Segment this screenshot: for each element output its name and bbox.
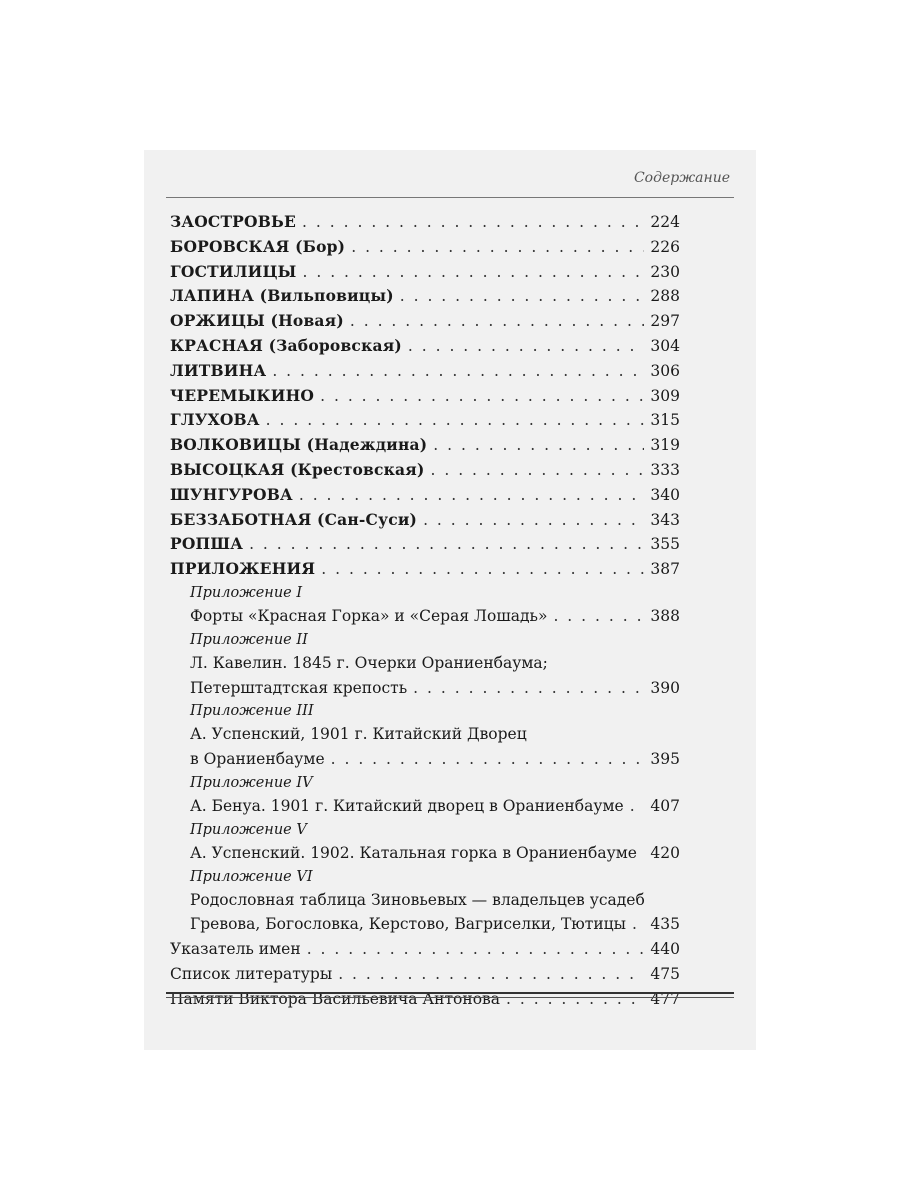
appendix-caption: Приложение I (190, 584, 303, 601)
toc-entry (170, 433, 680, 458)
leader-dots (506, 987, 644, 1012)
leader-dots (350, 309, 644, 334)
toc-entry (170, 676, 680, 701)
toc-entry (170, 962, 680, 987)
toc-entry-page: 306 (650, 361, 680, 380)
toc-entry-title: Гревова, Богословка, Керстово, Вагриселки, Тютицы (190, 915, 626, 934)
toc-entry-title: ЗАОСТРОВЬЕ (170, 212, 297, 231)
leader-dots (630, 794, 644, 819)
leader-dots (321, 557, 644, 582)
toc-entry-title: ЧЕРЕМЫКИНО (170, 385, 315, 405)
toc-entry (170, 987, 680, 1012)
toc-entry-page: 230 (650, 262, 680, 281)
toc-entry-page: 340 (650, 485, 680, 504)
toc-entry (170, 210, 680, 235)
toc-entry-title: ШУНГУРОВА (170, 484, 293, 504)
toc-entry-title: КРАСНАЯ (Заборовская) (170, 335, 402, 355)
appendix-caption: Приложение V (190, 821, 307, 838)
toc-entry-page: 388 (650, 606, 680, 625)
header-rule (166, 197, 734, 198)
toc-entry-title: Памяти Виктора Васильевича Антонова (170, 989, 501, 1008)
toc-entry-title: ОРЖИЦЫ (Новая) (170, 311, 344, 331)
toc-entry-title: ПРИЛОЖЕНИЯ (170, 559, 316, 579)
toc-entry-title: А. Бенуа. 1901 г. Китайский дворец в Ораниенбауме (190, 796, 624, 815)
toc-entry-title: Петерштадтская крепость (190, 678, 408, 697)
footer-rule-thick (166, 992, 734, 994)
appendix-caption: Приложение VI (190, 868, 313, 885)
toc-entry-page: 309 (650, 386, 680, 405)
toc-entry (170, 841, 680, 866)
toc-entry-page: 387 (650, 560, 680, 579)
toc-entry-title: ВЫСОЦКАЯ (Крестовская) (170, 459, 425, 479)
leader-dots (423, 508, 644, 533)
toc-entry (170, 557, 680, 582)
toc-entry-line: Л. Кавелин. 1845 г. Очерки Ораниенбаума; (190, 653, 548, 672)
leader-dots (272, 359, 644, 384)
leader-dots (553, 604, 644, 629)
leader-dots (307, 937, 644, 962)
toc-entry-page: 333 (650, 460, 680, 479)
leader-dots (331, 747, 644, 772)
leader-dots (430, 458, 644, 483)
toc-entry-page: 355 (650, 535, 680, 554)
toc-entry-title: ГЛУХОВА (170, 410, 260, 430)
toc-entry-page: 395 (650, 750, 680, 769)
leader-dots (266, 408, 644, 433)
footer-rule-thin (166, 997, 734, 998)
toc-entry (170, 794, 680, 819)
appendix-caption: Приложение IV (190, 774, 313, 791)
leader-dots (408, 334, 644, 359)
appendix-caption: Приложение II (190, 631, 308, 648)
appendix-caption: Приложение III (190, 703, 314, 720)
toc-entry-page: 288 (650, 287, 680, 306)
book-page (144, 150, 756, 1050)
leader-dots (249, 532, 644, 557)
toc-entry (170, 532, 680, 557)
toc-entry-title: в Ораниенбауме (190, 750, 325, 769)
toc-entry (170, 747, 680, 772)
toc-entry (170, 334, 680, 359)
toc-entry-page: 297 (650, 312, 680, 331)
toc-entry (170, 604, 680, 629)
leader-dots (400, 284, 644, 309)
toc-entry-page: 390 (650, 678, 680, 697)
toc-entry-title: РОПША (170, 534, 244, 554)
leader-dots (299, 483, 644, 508)
toc-entry-page: 319 (650, 436, 680, 455)
toc-entry (170, 284, 680, 309)
toc-entry-page: 304 (650, 336, 680, 355)
leader-dots (413, 676, 644, 701)
leader-dots (643, 841, 644, 866)
toc-entry-title: А. Успенский. 1902. Катальная горка в Ораниенбауме (190, 843, 637, 862)
toc-entry-title: ЛИТВИНА (170, 360, 267, 380)
leader-dots (320, 384, 644, 409)
toc-entry (170, 309, 680, 334)
toc-entry-line: Родословная таблица Зиновьевых — владельцев усадеб (190, 890, 645, 909)
toc-entry-title: БОРОВСКАЯ (Бор) (170, 236, 346, 256)
toc-entry-title: ВОЛКОВИЦЫ (Надеждина) (170, 435, 428, 455)
leader-dots (302, 260, 644, 285)
toc-entry-title: ГОСТИЛИЦЫ (170, 261, 297, 281)
toc-entry-title: Форты «Красная Горка» и «Серая Лошадь» (190, 606, 548, 625)
toc-entry (170, 260, 680, 285)
toc-entry-page: 343 (650, 510, 680, 529)
toc-entry-title: Указатель имен (170, 940, 301, 959)
leader-dots (433, 433, 644, 458)
toc-entry-page: 224 (650, 213, 680, 231)
leader-dots (338, 962, 644, 987)
toc-entry-title: ЛАПИНА (Вильповицы) (170, 286, 394, 306)
toc-entry (170, 508, 680, 533)
toc-entry-title: БЕЗЗАБОТНАЯ (Сан-Суси) (170, 509, 418, 529)
toc-entry (170, 359, 680, 384)
toc-entry-page: 315 (650, 411, 680, 430)
toc-entry (170, 408, 680, 433)
toc-entry-page: 407 (650, 796, 680, 815)
leader-dots (302, 210, 644, 235)
leader-dots (632, 912, 644, 937)
toc-entry-page: 477 (650, 989, 680, 1008)
toc-entry-page: 475 (650, 964, 680, 983)
toc-entry-line: А. Успенский, 1901 г. Китайский Дворец (190, 725, 527, 744)
toc-entry (170, 235, 680, 260)
toc-entry (170, 912, 680, 937)
toc-entry-page: 440 (650, 940, 680, 959)
toc-entry-title: Список литературы (170, 964, 333, 983)
toc-entry (170, 458, 680, 483)
table-of-contents (170, 210, 680, 1012)
toc-entry-page: 420 (650, 843, 680, 862)
leader-dots (351, 235, 644, 260)
running-head: Содержание (633, 170, 730, 186)
toc-entry (170, 483, 680, 508)
toc-entry (170, 937, 680, 962)
toc-entry-page: 435 (650, 915, 680, 934)
toc-entry-page: 226 (650, 237, 680, 256)
toc-entry (170, 384, 680, 409)
